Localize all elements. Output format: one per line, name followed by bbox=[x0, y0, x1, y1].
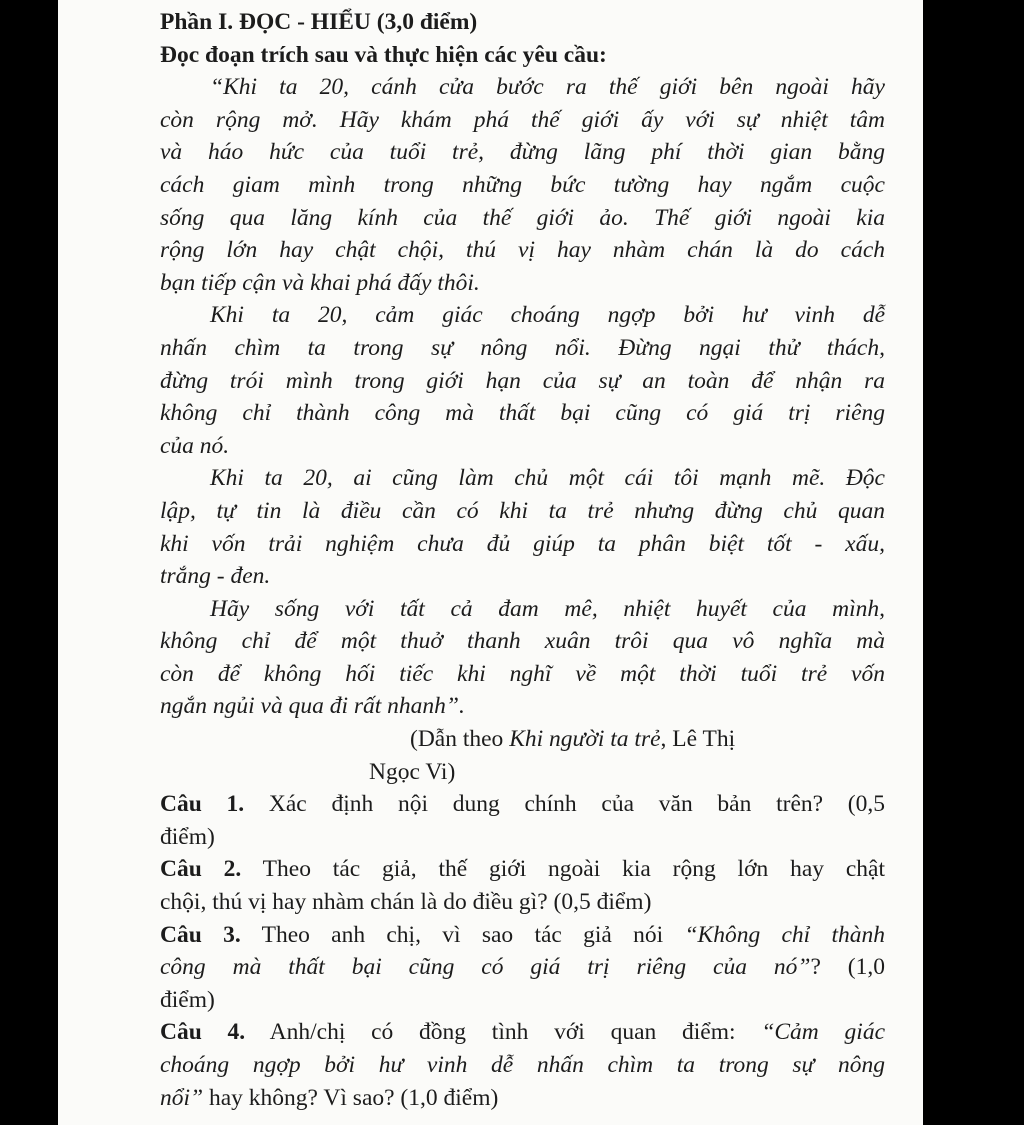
question-label: Câu 4. bbox=[160, 1019, 246, 1046]
passage-line: không chỉ để một thuở thanh xuân trôi qua vô nghĩa mà bbox=[160, 628, 885, 655]
question-text: Anh/chị có đồng tình với quan điểm: bbox=[245, 1019, 762, 1046]
passage-line: Khi ta 20, ai cũng làm chủ một cái tôi mạnh mẽ. Độc bbox=[210, 465, 885, 492]
passage-line: “Khi ta 20, cánh cửa bước ra thế giới bên ngoài hãy bbox=[210, 74, 885, 101]
question-quote: “Cảm giác bbox=[761, 1019, 885, 1046]
passage-line: khi vốn trải nghiệm chưa đủ giúp ta phân biệt tốt - xấu, bbox=[160, 530, 885, 557]
question-3 bbox=[160, 919, 885, 952]
passage-line: Khi ta 20, cảm giác choáng ngợp bởi hư vinh dễ bbox=[210, 302, 885, 329]
question-quote: “Không chỉ thành bbox=[684, 921, 886, 948]
citation-suffix: , Lê Thị bbox=[660, 726, 736, 753]
question-label: Câu 3. bbox=[160, 921, 241, 948]
question-4 bbox=[160, 1016, 885, 1049]
citation bbox=[160, 723, 885, 756]
question-2 bbox=[160, 853, 885, 886]
passage-line: của nó. bbox=[160, 432, 230, 459]
passage-line: ngắn ngủi và qua đi rất nhanh”. bbox=[160, 693, 465, 720]
question-text: Xác định nội dung chính của văn bản trên? (0,5 bbox=[244, 791, 885, 818]
citation-author: Ngọc Vi) bbox=[369, 758, 456, 785]
passage-line: và háo hức của tuổi trẻ, đừng lãng phí thời gian bằng bbox=[160, 139, 885, 166]
passage-line: còn để không hối tiếc khi nghĩ về một thời tuổi trẻ vốn bbox=[160, 660, 885, 687]
instruction: Đọc đoạn trích sau và thực hiện các yêu cầu: bbox=[160, 41, 607, 68]
passage-line: lập, tự tin là điều cần có khi ta trẻ nhưng đừng chủ quan bbox=[160, 497, 885, 524]
passage-line: Hãy sống với tất cả đam mê, nhiệt huyết của mình, bbox=[210, 595, 885, 622]
question-label: Câu 2. bbox=[160, 856, 242, 883]
question-text: ? (1,0 bbox=[810, 954, 885, 981]
passage-line: còn rộng mở. Hãy khám phá thế giới ấy với sự nhiệt tâm bbox=[160, 106, 885, 133]
question-quote: nổi” bbox=[160, 1084, 204, 1111]
question-1 bbox=[160, 788, 885, 821]
question-text: Theo anh chị, vì sao tác giả nói bbox=[240, 921, 685, 948]
passage-line: sống qua lăng kính của thế giới ảo. Thế giới ngoài kia bbox=[160, 204, 885, 231]
question-2-cont: chội, thú vị hay nhàm chán là do điều gì? (0,5 điểm) bbox=[160, 889, 652, 916]
question-text: hay không? Vì sao? (1,0 điểm) bbox=[203, 1084, 499, 1111]
passage-line: đừng trói mình trong giới hạn của sự an toàn để nhận ra bbox=[160, 367, 885, 394]
question-1-cont: điểm) bbox=[160, 823, 215, 850]
passage-line: bạn tiếp cận và khai phá đấy thôi. bbox=[160, 269, 480, 296]
document-page bbox=[58, 0, 923, 1125]
question-label: Câu 1. bbox=[160, 791, 245, 818]
passage-line: nhấn chìm ta trong sự nông nổi. Đừng ngại thử thách, bbox=[160, 334, 885, 361]
section-heading: Phần I. ĐỌC - HIỂU (3,0 điểm) bbox=[160, 9, 478, 35]
citation-work-title: Khi người ta trẻ bbox=[509, 726, 661, 753]
question-4-end bbox=[160, 1082, 885, 1115]
question-4-cont: choáng ngợp bởi hư vinh dễ nhấn chìm ta trong sự nông bbox=[160, 1052, 885, 1078]
question-3-cont bbox=[160, 951, 885, 984]
question-text: Theo tác giả, thế giới ngoài kia rộng lớn hay chật bbox=[241, 856, 885, 883]
question-3-points: điểm) bbox=[160, 986, 215, 1013]
passage bbox=[160, 71, 885, 723]
question-quote: công mà thất bại cũng có giá trị riêng của nó” bbox=[160, 954, 811, 981]
citation-prefix: (Dẫn theo bbox=[410, 726, 510, 753]
passage-line: trắng - đen. bbox=[160, 563, 271, 590]
passage-line: cách giam mình trong những bức tường hay ngắm cuộc bbox=[160, 171, 885, 198]
passage-line: không chỉ thành công mà thất bại cũng có giá trị riêng bbox=[160, 400, 885, 427]
document-content bbox=[160, 6, 885, 1114]
passage-line: rộng lớn hay chật chội, thú vị hay nhàm chán là do cách bbox=[160, 237, 885, 264]
